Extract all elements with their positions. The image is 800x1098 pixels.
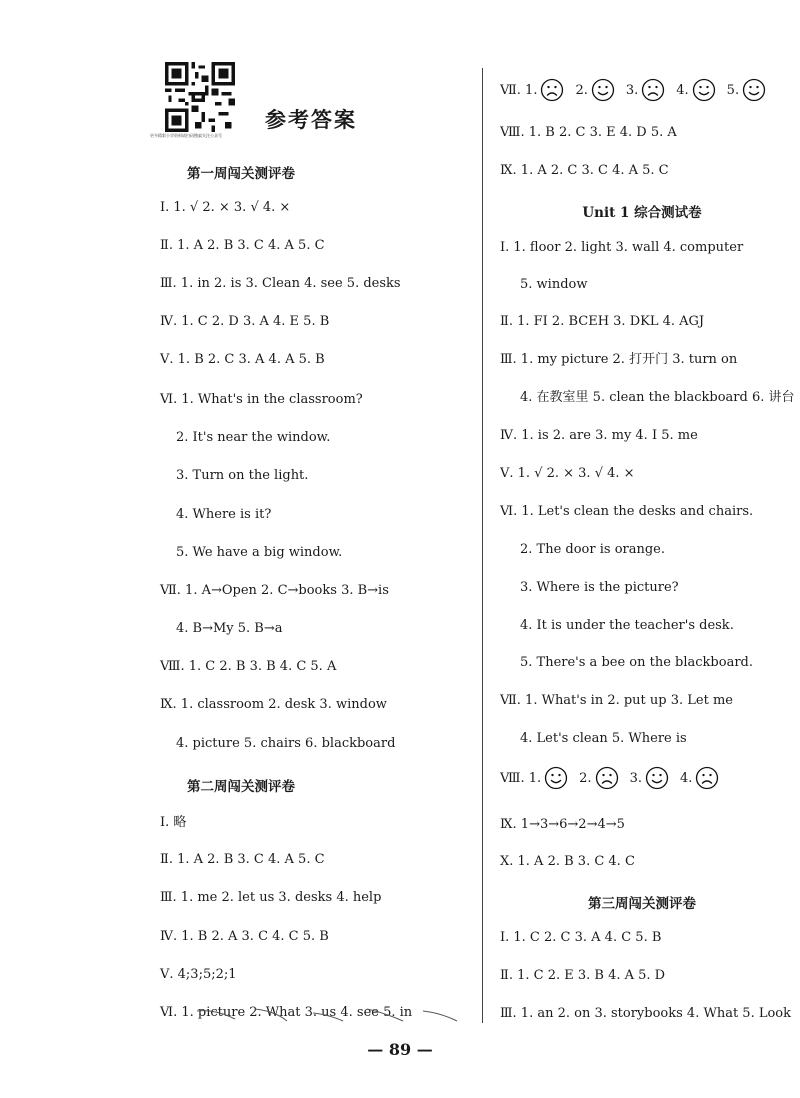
answer-line: Ⅸ. 1→3→6→2→4→5 [500, 817, 625, 832]
answer-line: Ⅳ. 1. C 2. D 3. A 4. E 5. B [160, 314, 330, 329]
handwritten-marks [195, 1005, 465, 1025]
answer-line: Ⅵ. 1. Let's clean the desks and chairs. [500, 504, 754, 519]
faces-row-viii [500, 766, 730, 790]
answer-line: Ⅲ. 1. in 2. is 3. Clean 4. see 5. desks [160, 276, 401, 291]
answer-line: Ⅱ. 1. A 2. B 3. C 4. A 5. C [160, 852, 325, 867]
answer-line: Ⅱ. 1. FI 2. BCEH 3. DKL 4. AGJ [500, 314, 705, 329]
face-answer-label: 2. [579, 770, 592, 786]
answer-line: Ⅸ. 1. classroom 2. desk 3. window [160, 697, 387, 712]
section-heading-week2: 第二周闯关测评卷 [187, 779, 295, 795]
smiley-face-icon [742, 78, 766, 102]
answer-line: 3. Where is the picture? [520, 580, 679, 595]
face-answer-label: 4. [676, 82, 689, 98]
face-answer-label: 3. [625, 82, 639, 98]
answer-line: Ⅰ. 1. √ 2. × 3. √ 4. × [160, 200, 291, 215]
smiley-face-icon [591, 78, 615, 102]
face-answer-label: 5. [726, 82, 740, 98]
answer-line: 4. B→My 5. B→a [176, 621, 283, 636]
face-answer-label: 3. [629, 770, 642, 786]
sad-face-icon [695, 766, 719, 790]
face-answer [575, 78, 617, 102]
answer-line: Ⅷ. 1. C 2. B 3. B 4. C 5. A [160, 659, 337, 674]
sad-face-icon [540, 78, 564, 102]
answer-line: Ⅳ. 1. B 2. A 3. C 4. C 5. B [160, 929, 329, 944]
face-answer [626, 78, 668, 102]
answer-line: 5. There's a bee on the blackboard. [520, 655, 753, 670]
answer-line: 4. picture 5. chairs 6. blackboard [176, 736, 396, 751]
answer-line: Ⅹ. 1. A 2. B 3. C 4. C [500, 854, 635, 869]
face-answer [727, 78, 769, 102]
answer-line: Ⅱ. 1. C 2. E 3. B 4. A 5. D [500, 968, 666, 983]
answer-line: 2. It's near the window. [176, 430, 331, 445]
answer-line: Ⅶ. 1. What's in 2. put up 3. Let me [500, 693, 733, 708]
answer-line: Ⅴ. 1. B 2. C 3. A 4. A 5. B [160, 352, 325, 367]
answer-line: Ⅰ. 1. C 2. C 3. A 4. C 5. B [500, 930, 662, 945]
answer-line: 3. Turn on the light. [176, 468, 309, 483]
section-heading-unit1: Unit 1 综合测试卷 [582, 205, 702, 221]
answer-line: Ⅴ. 1. √ 2. × 3. √ 4. × [500, 466, 635, 481]
face-answer [541, 766, 571, 790]
answer-line: 4. It is under the teacher's desk. [520, 618, 734, 633]
face-answer-label: 4. [679, 770, 693, 786]
face-answer [630, 766, 672, 790]
answer-line: 4. Let's clean 5. Where is [520, 731, 687, 746]
smiley-face-icon [544, 766, 568, 790]
qr-code-icon [165, 62, 235, 132]
answer-line: 4. Where is it? [176, 507, 272, 522]
answer-line: Ⅰ. 略 [160, 815, 187, 830]
column-divider [482, 68, 483, 1023]
answer-line: 4. 在教室里 5. clean the blackboard 6. 讲台 [520, 390, 795, 405]
answer-line: 5. window [520, 277, 588, 292]
answer-line: Ⅲ. 1. my picture 2. 打开门 3. turn on [500, 352, 738, 367]
sad-face-icon [595, 766, 619, 790]
face-answer [537, 78, 567, 102]
sad-face-icon [641, 78, 665, 102]
face-answer [579, 766, 621, 790]
section-heading-week1: 第一周闯关测评卷 [187, 166, 295, 182]
face-answer-label: 2. [575, 82, 588, 98]
answer-line: 5. We have a big window. [176, 545, 343, 560]
answer-line: Ⅳ. 1. is 2. are 3. my 4. I 5. me [500, 428, 698, 443]
answer-line: Ⅴ. 4;3;5;2;1 [160, 967, 237, 982]
page-number: — 89 — [367, 1040, 433, 1059]
answer-line: Ⅰ. 1. floor 2. light 3. wall 4. computer [500, 240, 744, 255]
smiley-face-icon [692, 78, 716, 102]
answer-line: Ⅵ. 1. picture 2. What 3. us 4. see 5. in [160, 1005, 413, 1020]
face-answer [676, 78, 718, 102]
answer-line: 2. The door is orange. [520, 542, 665, 557]
faces-prefix: Ⅶ. 1. [500, 82, 538, 98]
page-title: 参考答案 [265, 107, 357, 132]
answer-line: Ⅱ. 1. A 2. B 3. C 4. A 5. C [160, 238, 325, 253]
faces-row-vii [500, 78, 777, 102]
qr-caption: 更多精彩小学资料请扫码搜索关注公众号 [150, 133, 222, 138]
answer-line: Ⅵ. 1. What's in the classroom? [160, 392, 363, 407]
answer-line: Ⅸ. 1. A 2. C 3. C 4. A 5. C [500, 163, 669, 178]
answer-line: Ⅶ. 1. A→Open 2. C→books 3. B→is [160, 583, 389, 598]
answer-line: Ⅲ. 1. me 2. let us 3. desks 4. help [160, 890, 382, 905]
answer-line: Ⅷ. 1. B 2. C 3. E 4. D 5. A [500, 125, 677, 140]
answer-line: Ⅲ. 1. an 2. on 3. storybooks 4. What 5. Look [500, 1006, 792, 1021]
faces-prefix: Ⅷ. 1. [500, 770, 542, 786]
smiley-face-icon [645, 766, 669, 790]
face-answer [680, 766, 722, 790]
section-heading-week3: 第三周闯关测评卷 [588, 896, 696, 912]
